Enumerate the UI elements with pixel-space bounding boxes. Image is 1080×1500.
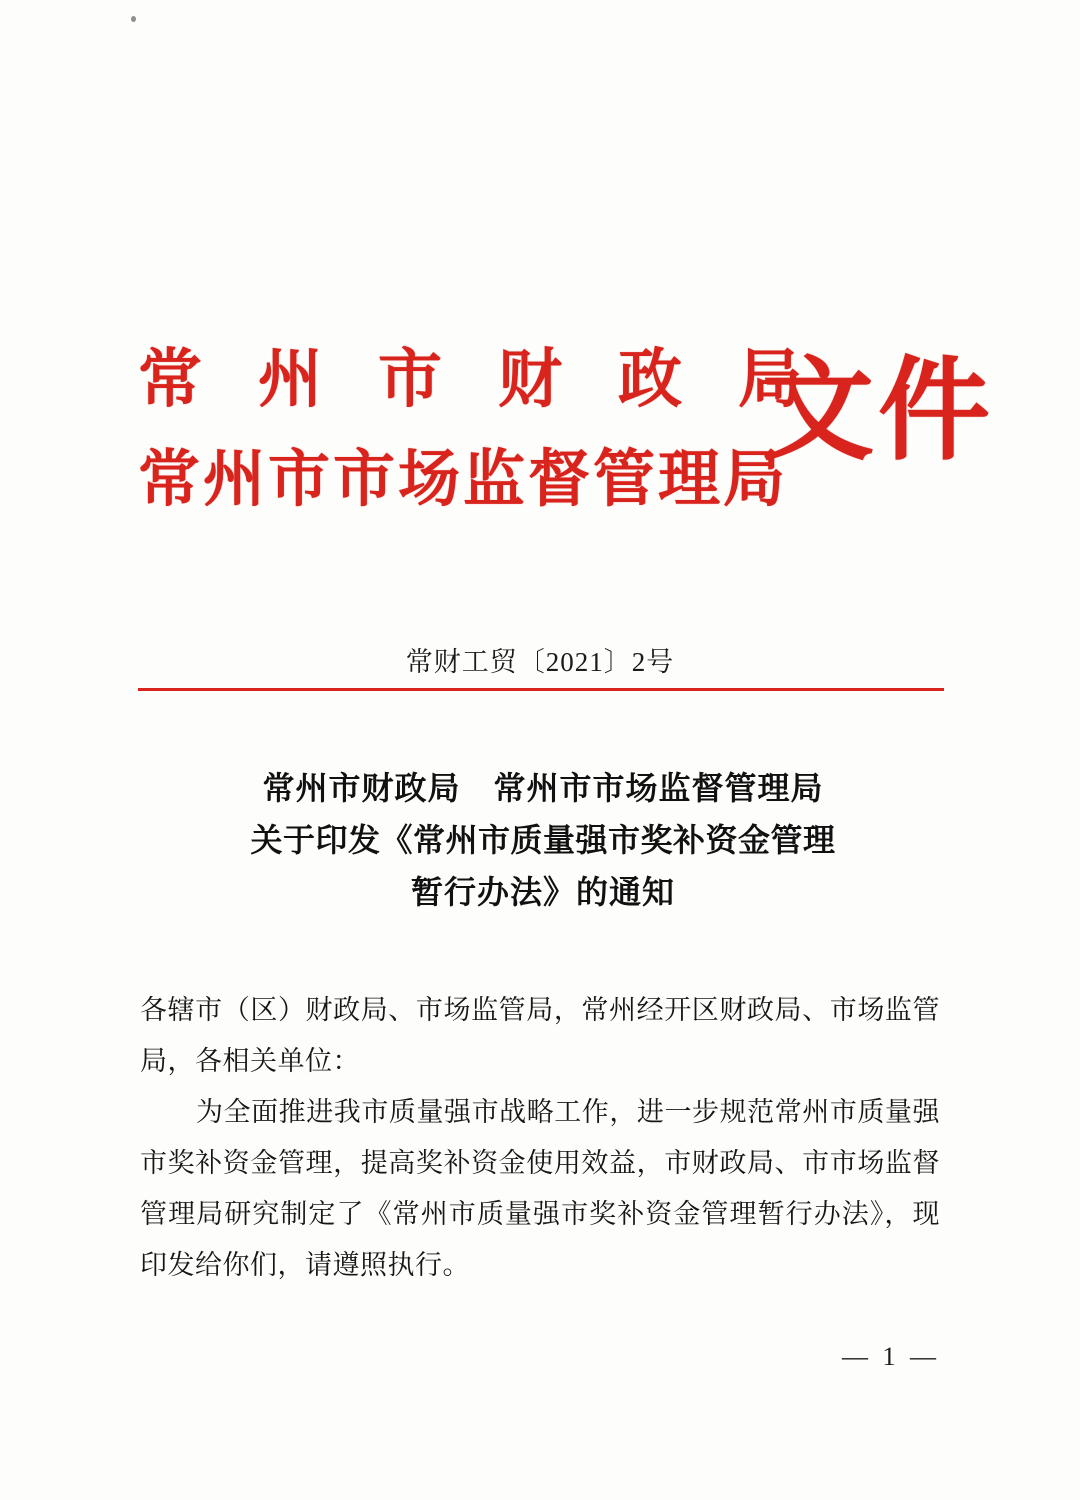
red-divider-rule — [138, 688, 944, 691]
masthead-wenjian-label: 文件 — [762, 350, 994, 474]
document-number: 常财工贸〔2021〕2号 — [405, 647, 675, 677]
body-salutation: 各辖市（区）财政局、市场监管局，常州经开区财政局、市场监管局，各相关单位： — [140, 995, 940, 1076]
masthead-line-2: 常州市市场监督管理局 — [138, 446, 789, 514]
scan-speck — [131, 16, 136, 22]
title-line-1: 常州市财政局 常州市市场监督管理局 — [262, 770, 824, 806]
masthead-agency-lines — [138, 330, 822, 530]
masthead-line-1: 常 州 市 财 政 局 — [138, 344, 822, 415]
page-number: — 1 — — [842, 1342, 940, 1371]
masthead — [0, 330, 1080, 540]
document-title — [150, 762, 936, 918]
title-line-2: 关于印发《常州市质量强市奖补资金管理 — [250, 822, 836, 858]
body-paragraph-1: 为全面推进我市质量强市战略工作，进一步规范常州市质量强市奖补资金管理，提高奖补资金使用效益，市财政局、市市场监督管理局研究制定了《常州市质量强市奖补资金管理暂行办法》，现印发给你们，请遵照执行。 — [140, 1097, 940, 1280]
title-line-3: 暂行办法》的通知 — [410, 874, 675, 910]
document-body — [140, 985, 940, 1291]
